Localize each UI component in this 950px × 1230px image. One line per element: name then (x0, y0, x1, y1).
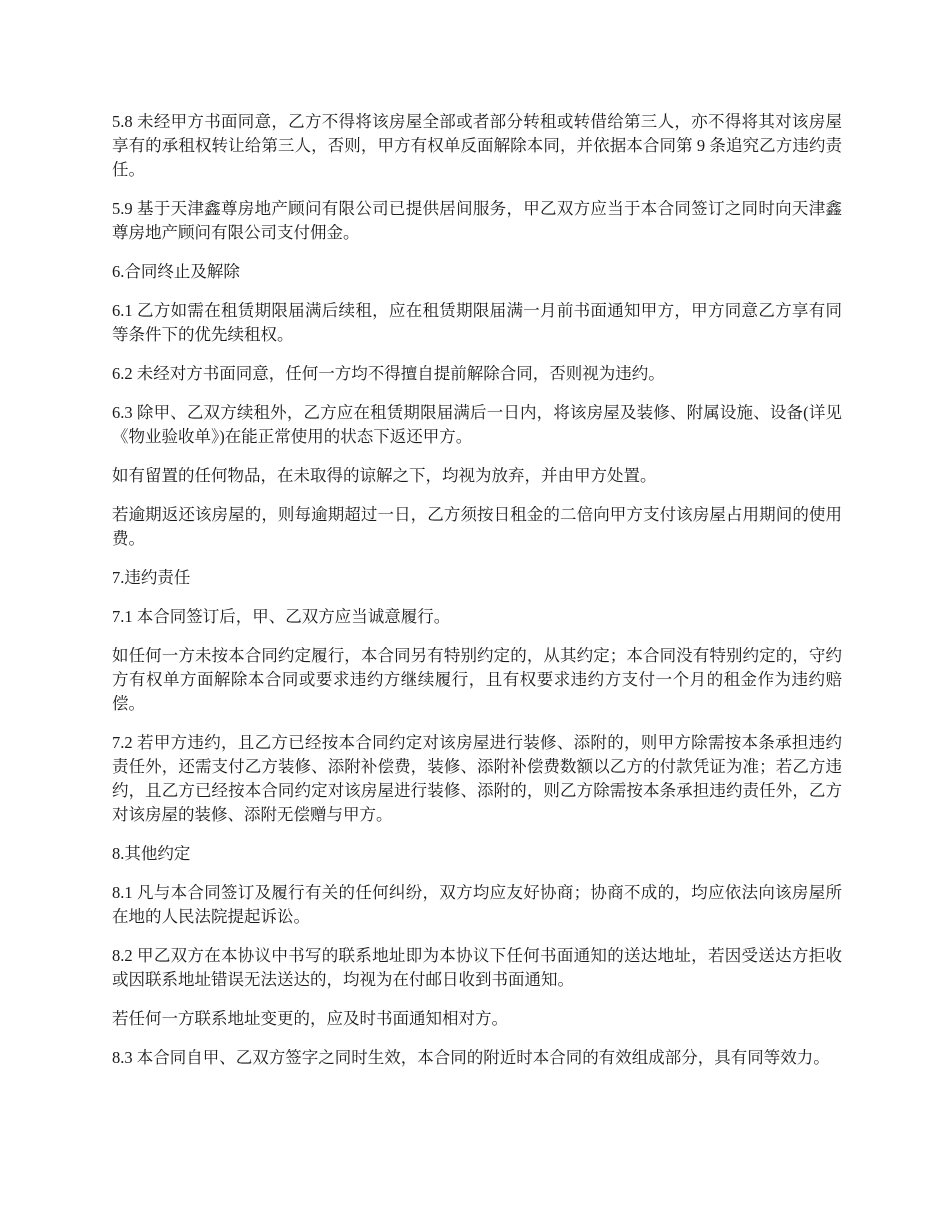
clause-7-2: 7.2 若甲方违约，且乙方已经按本合同约定对该房屋进行装修、添附的，则甲方除需按本条承担违约责任外，还需支付乙方装修、添附补偿费，装修、添附补偿费数额以乙方的付款凭证为准；若乙方违约，且乙方已经按本合同约定对该房屋进行装修、添附的，则乙方除需按本条承担违约责任外，乙方对该房屋的装修、添附无偿赠与甲方。 (112, 733, 842, 824)
clause-6-2: 6.2 未经对方书面同意，任何一方均不得擅自提前解除合同，否则视为违约。 (112, 364, 665, 383)
paragraph-address-change: 若任何一方联系地址变更的，应及时书面通知相对方。 (112, 1009, 508, 1028)
document-body (112, 110, 842, 1085)
clause-6-1: 6.1 乙方如需在租赁期限届满后续租，应在租赁期限届满一月前书面通知甲方，甲方同意乙方享有同等条件下的优先续租权。 (112, 301, 842, 344)
clause-8-3: 8.3 本合同自甲、乙双方签字之同时生效，本合同的附近时本合同的有效组成部分，具有同等效力。 (112, 1048, 830, 1067)
section-heading-6: 6.合同终止及解除 (112, 262, 240, 281)
section-heading-8: 8.其他约定 (112, 844, 191, 863)
clause-7-1: 7.1 本合同签订后，甲、乙双方应当诚意履行。 (112, 607, 451, 626)
clause-8-1: 8.1 凡与本合同签订及履行有关的任何纠纷，双方均应友好协商；协商不成的，均应依法向该房屋所在地的人民法院提起诉讼。 (112, 883, 842, 926)
clause-6-3: 6.3 除甲、乙双方续租外，乙方应在租赁期限届满后一日内，将该房屋及装修、附属设施、设备(详见《物业验收单》)在能正常使用的状态下返还甲方。 (112, 403, 842, 446)
paragraph-breach-remedy: 如任何一方未按本合同约定履行，本合同另有特别约定的，从其约定；本合同没有特别约定的，守约方有权单方面解除本合同或要求违约方继续履行，且有权要求违约方支付一个月的租金作为违约赔偿。 (112, 646, 842, 713)
paragraph-abandoned-items: 如有留置的任何物品，在未取得的谅解之下，均视为放弃，并由甲方处置。 (112, 466, 657, 485)
section-heading-7: 7.违约责任 (112, 568, 191, 587)
clause-5-9: 5.9 基于天津鑫尊房地产顾问有限公司已提供居间服务，甲乙双方应当于本合同签订之同时向天津鑫尊房地产顾问有限公司支付佣金。 (112, 199, 842, 242)
paragraph-overdue-return: 若逾期返还该房屋的，则每逾期超过一日，乙方须按日租金的二倍向甲方支付该房屋占用期间的使用费。 (112, 505, 842, 548)
clause-5-8: 5.8 未经甲方书面同意，乙方不得将该房屋全部或者部分转租或转借给第三人，亦不得将其对该房屋享有的承租权转让给第三人，否则，甲方有权单反面解除本同，并依据本合同第 9 条追究乙方违约责任。 (112, 112, 842, 179)
clause-8-2: 8.2 甲乙双方在本协议中书写的联系地址即为本协议下任何书面通知的送达地址，若因受送达方拒收或因联系地址错误无法送达的，均视为在付邮日收到书面通知。 (112, 946, 842, 989)
